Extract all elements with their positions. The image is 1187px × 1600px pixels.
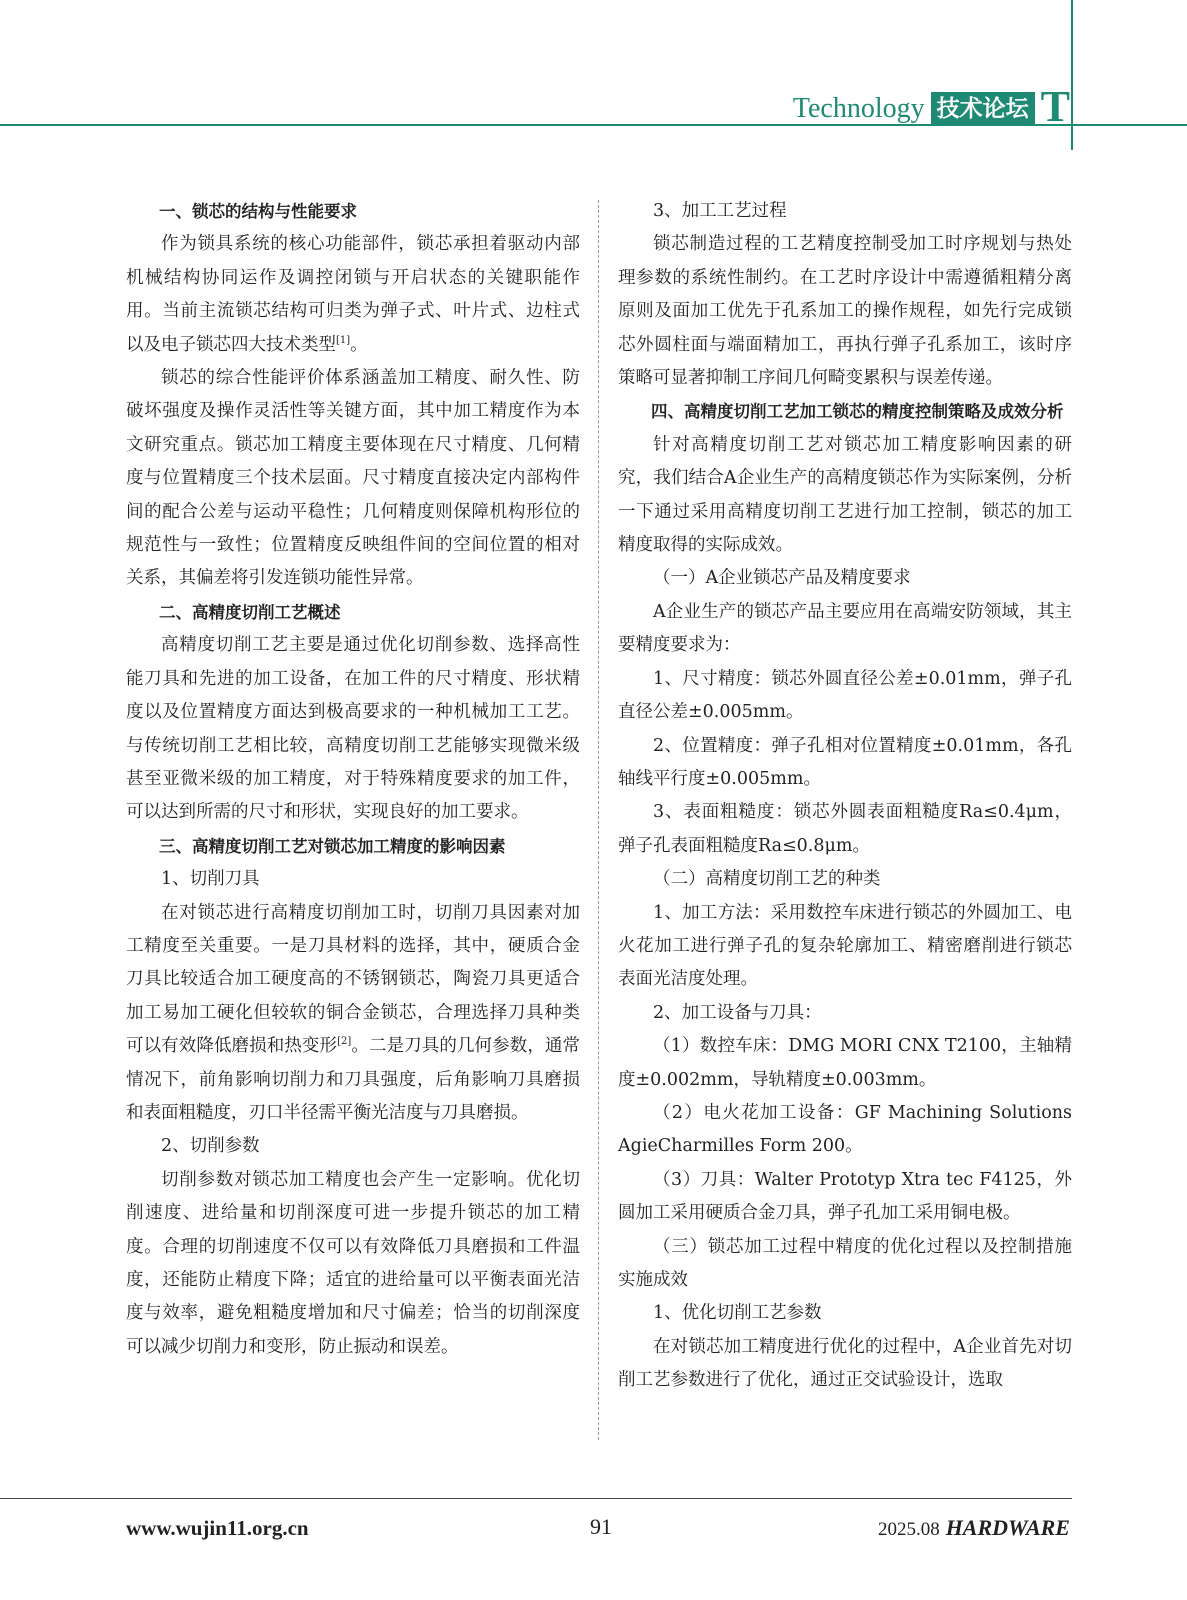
magazine-name: HARDWARE [945, 1515, 1070, 1540]
paragraph-text: 针对高精度切削工艺对锁芯加工精度影响因素的研究，我们结合A企业生产的高精度锁芯作为实际案例，分析一下通过采用高精度切削工艺进行加工控制，锁芯的加工精度取得的实际成效。 [618, 434, 1072, 556]
footer-issue-block [878, 1515, 1070, 1541]
paragraph-text: 作为锁具系统的核心功能部件，锁芯承担着驱动内部机械结构协同运作及调控闭锁与开启状态的关键职能作用。当前主流锁芯结构可归类为弹子式、叶片式、边柱式以及电子锁芯四大技术类型 [126, 234, 580, 355]
body-paragraph [618, 1097, 1072, 1164]
section-title-en: Technology [792, 93, 925, 124]
paragraph-text: 1、优化切削工艺参数 [653, 1303, 822, 1324]
paragraph-text: 在对锁芯加工精度进行优化的过程中，A企业首先对切削工艺参数进行了优化，通过正交试验设计，选取 [618, 1336, 1072, 1391]
paragraph-text: A企业生产的锁芯产品主要应用在高端安防领域，其主要精度要求为： [618, 601, 1072, 656]
body-paragraph [618, 429, 1072, 563]
section-header [792, 82, 1070, 131]
paragraph-text: （三）锁芯加工过程中精度的优化过程以及控制措施实施成效 [618, 1236, 1072, 1290]
footer-url: www.wujin11.org.cn [126, 1516, 309, 1540]
section-heading [126, 830, 580, 863]
body-paragraph [126, 362, 580, 596]
section-heading [126, 596, 580, 629]
paragraph-text: 二、高精度切削工艺概述 [159, 602, 341, 622]
body-paragraph [618, 562, 1072, 595]
section-heading [126, 195, 580, 228]
paragraph-text: 一、锁芯的结构与性能要求 [159, 202, 357, 221]
body-paragraph [126, 629, 580, 829]
paragraph-text-continued: 。 [350, 334, 368, 355]
paragraph-text: （一）A企业锁芯产品及精度要求 [653, 568, 911, 589]
paragraph-text: 三、高精度切削工艺对锁芯加工精度的影响因素 [159, 836, 506, 856]
body-paragraph [618, 195, 1072, 228]
paragraph-text: （二）高精度切削工艺的种类 [653, 869, 881, 890]
header-vertical-rule [1071, 0, 1073, 150]
section-title-cn: 技术论坛 [931, 92, 1035, 126]
body-paragraph [126, 863, 580, 896]
body-paragraph [618, 1030, 1072, 1097]
body-paragraph [618, 997, 1072, 1030]
paragraph-text-continued: 。二是刀具的几何参数，通常情况下，前角影响切削力和刀具强度，后角影响刀具磨损和表面粗糙度，刃口半径需平衡光洁度与刀具磨损。 [126, 1036, 581, 1123]
paragraph-text: （1）数控车床：DMG MORI CNX T2100，主轴精度±0.002mm，导轨精度±0.003mm。 [618, 1036, 1072, 1090]
body-paragraph [618, 730, 1072, 797]
paragraph-text: 2、切削参数 [161, 1136, 260, 1157]
paragraph-text: （3）刀具：Walter Prototyp Xtra tec F4125，外圆加工采用硬质合金刀具，弹子孔加工采用铜电极。 [618, 1169, 1072, 1224]
body-paragraph [618, 663, 1072, 730]
body-paragraph [618, 228, 1072, 395]
body-paragraph [618, 596, 1072, 663]
paragraph-text: 1、尺寸精度：锁芯外圆直径公差±0.01mm，弹子孔直径公差±0.005mm。 [618, 668, 1072, 723]
body-paragraph [126, 228, 580, 362]
paragraph-text: 3、表面粗糙度：锁芯外圆表面粗糙度Ra≤0.4μm，弹子孔表面粗糙度Ra≤0.8μm。 [618, 802, 1072, 856]
paragraph-text: 高精度切削工艺主要是通过优化切削参数、选择高性能刀具和先进的加工设备，在加工件的尺寸精度、形状精度以及位置精度方面达到极高要求的一种机械加工工艺。与传统切削工艺相比较，高精度切削工艺能够实现微米级甚至亚微米级的加工精度，对于特殊精度要求的加工件，可以达到所需的尺寸和形状，实现良好的加工要求。 [126, 635, 580, 823]
paragraph-text: 在对锁芯进行高精度切削加工时，切削刀具因素对加工精度至关重要。一是刀具材料的选择，其中，硬质合金刀具比较适合加工硬度高的不锈钢锁芯，陶瓷刀具更适合加工易加工硬化但较软的铜合金锁芯，合理选择刀具种类可以有效降低磨损和热变形 [126, 902, 580, 1057]
paragraph-text: 锁芯制造过程的工艺精度控制受加工时序规划与热处理参数的系统性制约。在工艺时序设计中需遵循粗精分离原则及面加工优先于孔系加工的操作规程，如先行完成锁芯外圆柱面与端面精加工，再执行弹子孔系加工，该时序策略可显著抑制工序间几何畸变累积与误差传递。 [618, 234, 1072, 389]
body-paragraph [618, 1331, 1072, 1398]
citation-ref: [2] [337, 1036, 352, 1048]
paragraph-text: 1、加工方法：采用数控车床进行锁芯的外圆加工、电火花加工进行弹子孔的复杂轮廓加工、精密磨削进行锁芯表面光洁度处理。 [618, 902, 1072, 990]
issue-date: 2025.08 [877, 1519, 940, 1540]
paragraph-text: 2、加工设备与刀具： [653, 1002, 822, 1023]
paragraph-text: （2）电火花加工设备：GF Machining Solutions AgieCharmilles Form 200。 [618, 1102, 1072, 1157]
body-paragraph [126, 1164, 580, 1364]
body-paragraph [126, 897, 580, 1131]
body-paragraph [618, 796, 1072, 863]
body-paragraph [618, 897, 1072, 997]
column-divider [598, 200, 599, 1440]
paragraph-text: 3、加工工艺过程 [653, 201, 787, 221]
body-paragraph [618, 1231, 1072, 1298]
body-paragraph [618, 1164, 1072, 1231]
right-column [618, 195, 1072, 1398]
citation-ref: [1] [336, 334, 351, 346]
body-paragraph [618, 863, 1072, 896]
body-paragraph [618, 1297, 1072, 1330]
paragraph-text: 切削参数对锁芯加工精度也会产生一定影响。优化切削速度、进给量和切削深度可进一步提升锁芯的加工精度。合理的切削速度不仅可以有效降低刀具磨损和工件温度，还能防止精度下降；适宜的进给量可以平衡表面光洁度与效率，避免粗糙度增加和尺寸偏差；恰当的切削深度可以减少切削力和变形，防止振动和误差。 [126, 1169, 580, 1357]
footer-rule [0, 1498, 1072, 1499]
paragraph-text: 四、高精度切削工艺加工锁芯的精度控制策略及成效分析 [651, 402, 1064, 422]
paragraph-text: 锁芯的综合性能评价体系涵盖加工精度、耐久性、防破坏强度及操作灵活性等关键方面，其中加工精度作为本文研究重点。锁芯加工精度主要体现在尺寸精度、几何精度与位置精度三个技术层面。尺寸精度直接决定内部构件间的配合公差与运动平稳性；几何精度则保障机构形位的规范性与一致性；位置精度反映组件间的空间位置的相对关系，其偏差将引发连锁功能性异常。 [126, 368, 580, 589]
section-heading [618, 395, 1072, 428]
page-number: 91 [590, 1514, 612, 1539]
paragraph-text: 1、切削刀具 [161, 869, 260, 890]
left-column [126, 195, 580, 1364]
paragraph-text: 2、位置精度：弹子孔相对位置精度±0.01mm，各孔轴线平行度±0.005mm。 [618, 735, 1072, 789]
body-paragraph [126, 1130, 580, 1163]
section-badge: T [1040, 82, 1070, 131]
